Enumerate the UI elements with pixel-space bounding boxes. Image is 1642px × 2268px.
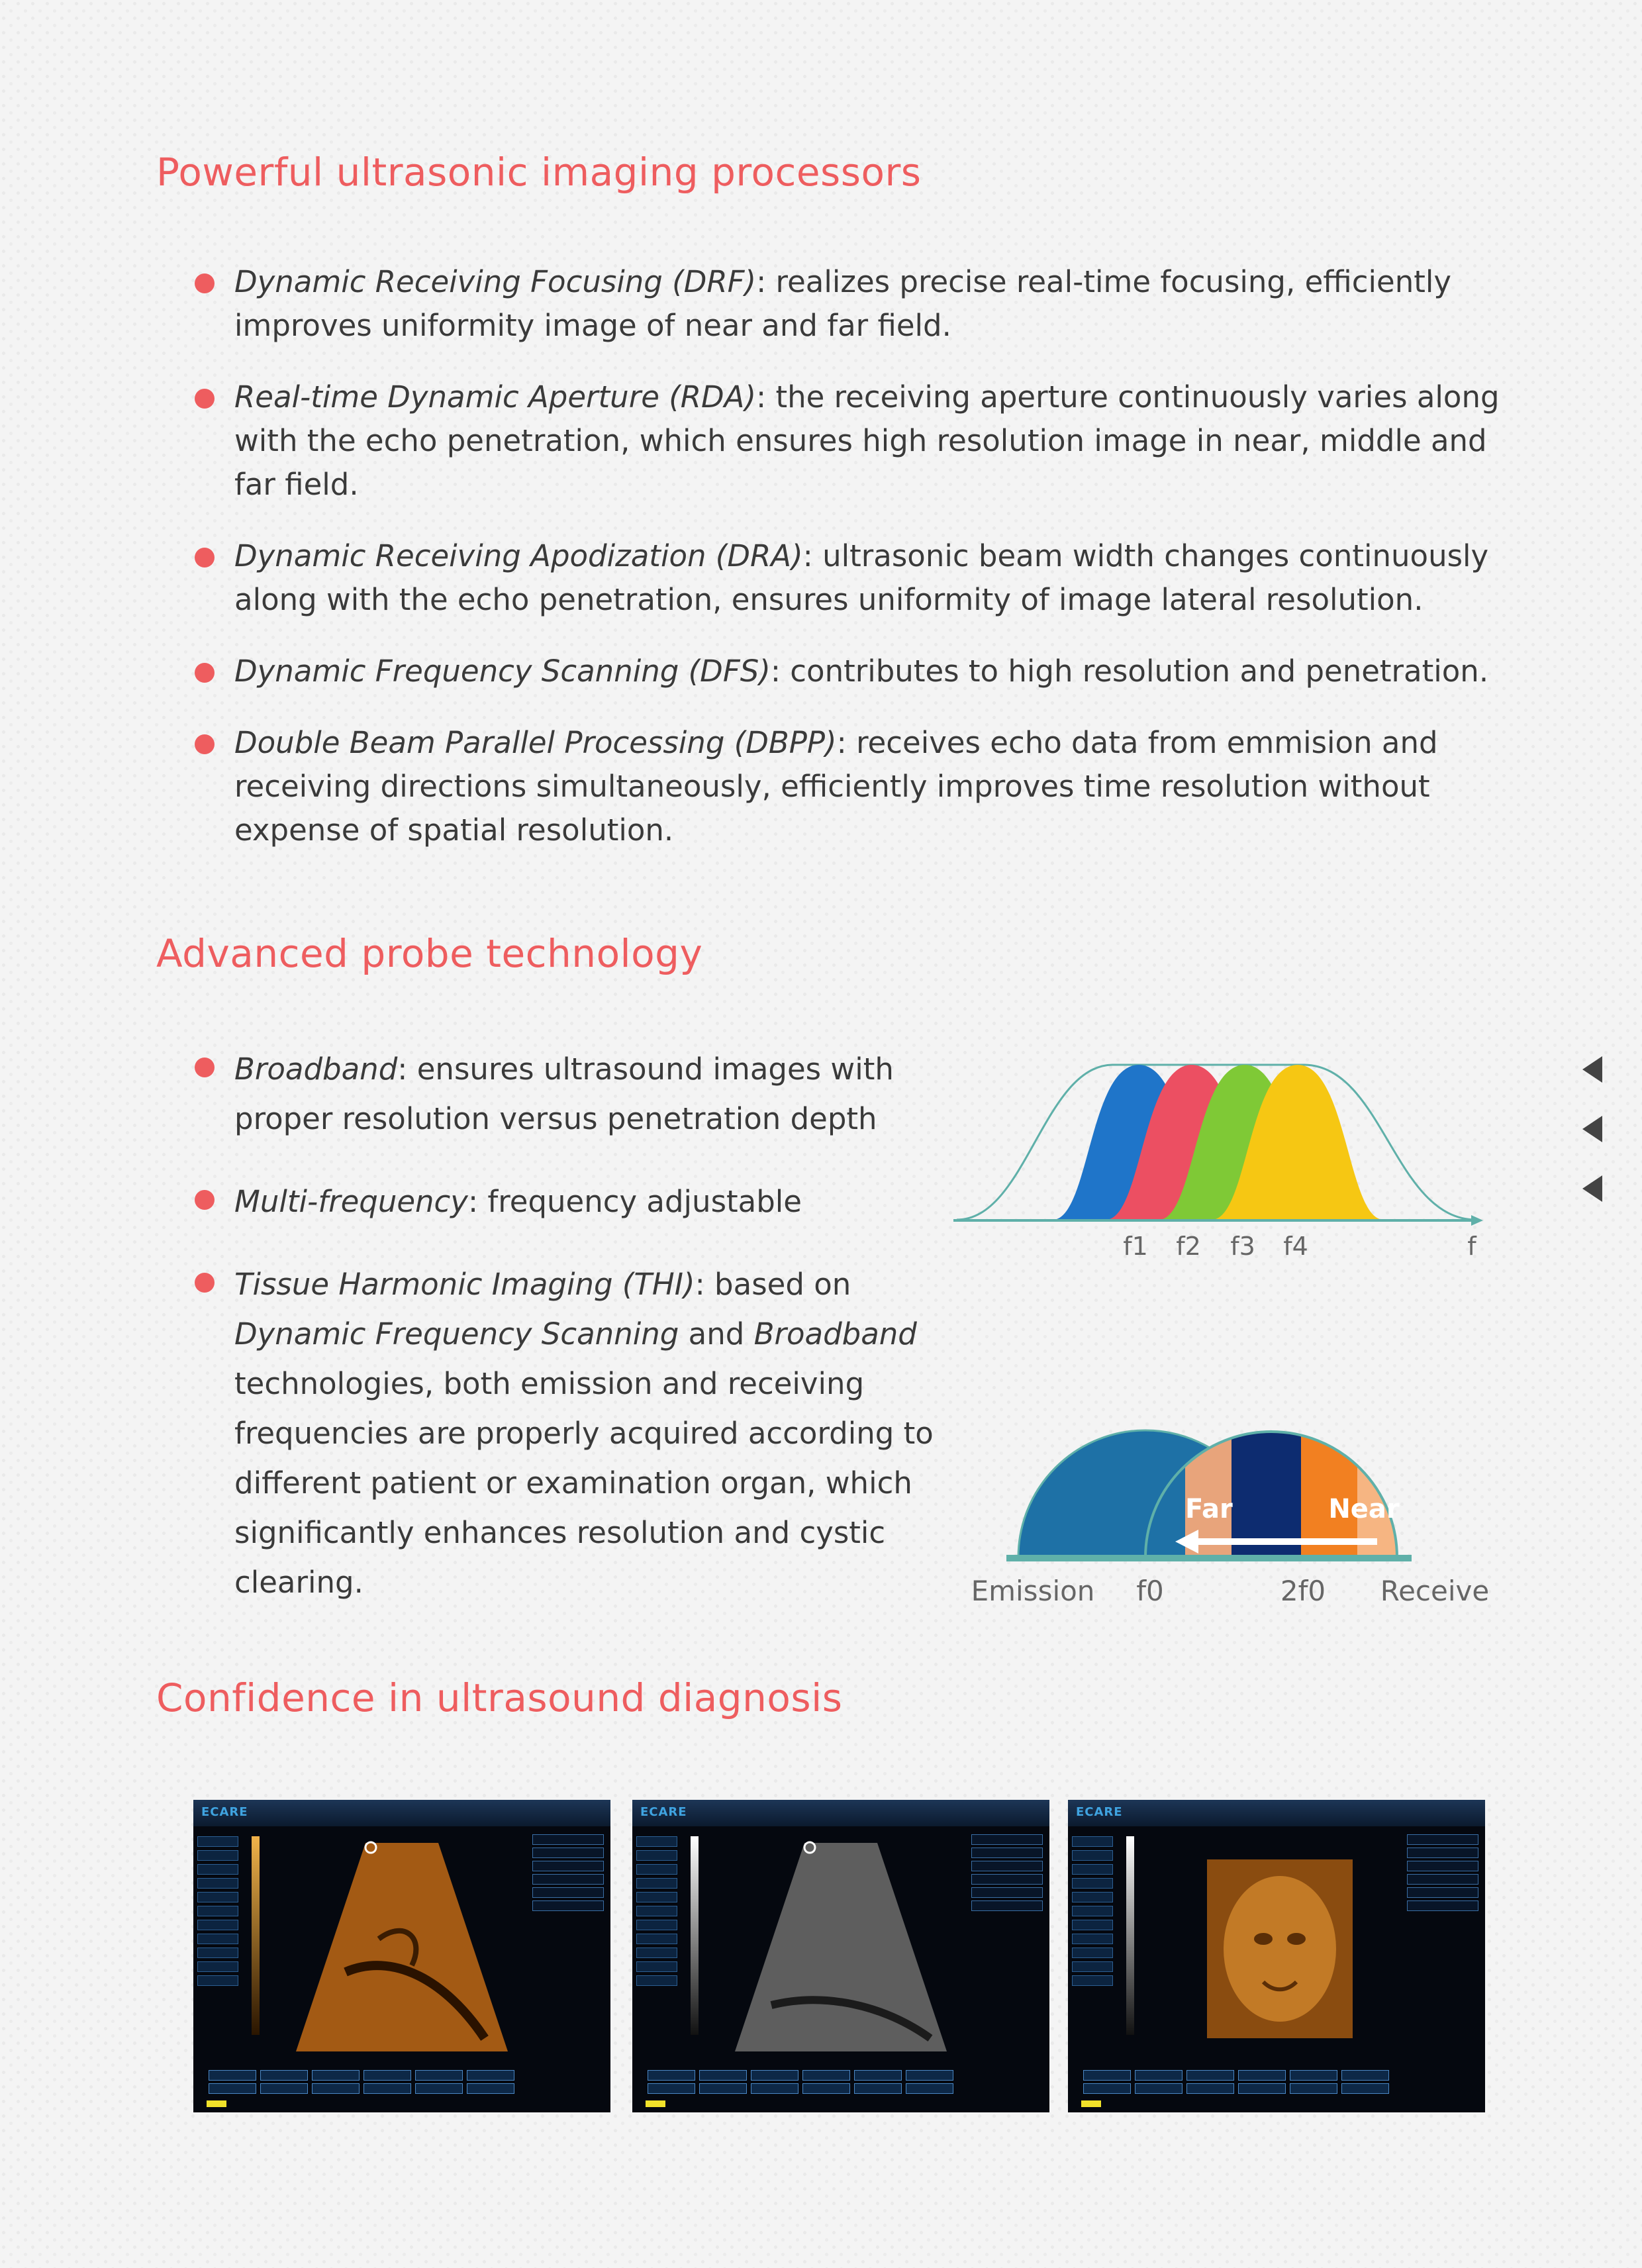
- ultrasound-screenshot-fetal-3d: [1068, 1800, 1485, 2112]
- decorative-triangles: [1582, 1056, 1642, 1208]
- section-title-probe: Advanced probe technology: [156, 931, 703, 976]
- near-label: Near: [1328, 1494, 1400, 1524]
- freq-label: f1: [1123, 1232, 1148, 1261]
- axis-label: f0: [1136, 1575, 1164, 1607]
- freq-label: f4: [1283, 1232, 1308, 1261]
- list-item: Dynamic Receiving Apodization (DRA): ultrasonic beam width changes continuously along with the echo penetration, ensures uniformity of image lateral resolution.: [156, 534, 1500, 622]
- list-item: Real-time Dynamic Aperture (RDA): the receiving aperture continuously varies along with the echo penetration, which ensures high resolution image in near, middle and far field.: [156, 375, 1500, 507]
- ultrasound-screenshot-liver-color: [193, 1800, 610, 2112]
- freq-label: f: [1467, 1232, 1476, 1261]
- axis-label: Emission: [971, 1575, 1095, 1607]
- list-item: Double Beam Parallel Processing (DBPP): receives echo data from emmision and receiving directions simultaneously, efficiently improves time resolution without expense of spatial resolution.: [156, 721, 1500, 852]
- probe-feature-list: [156, 1044, 964, 1607]
- freq-label: f2: [1176, 1232, 1201, 1261]
- section-title-diagnosis: Confidence in ultrasound diagnosis: [156, 1675, 843, 1720]
- fetal-3d-image: [1200, 1853, 1359, 2045]
- list-item: Multi-frequency: frequency adjustable: [156, 1177, 964, 1226]
- brand-logo: ECARE: [201, 1805, 248, 1819]
- ultrasound-screenshot-liver-gray: [632, 1800, 1049, 2112]
- section-title-processors: Powerful ultrasonic imaging processors: [156, 150, 922, 195]
- liver-scan-image: [293, 1840, 511, 2058]
- list-item: Dynamic Receiving Focusing (DRF): realizes precise real-time focusing, efficiently improves uniformity image of near and far field.: [156, 260, 1500, 348]
- freq-label: f3: [1230, 1232, 1255, 1261]
- harmonic-imaging-diagram: [967, 1391, 1496, 1616]
- list-item: Broadband: ensures ultrasound images with proper resolution versus penetration depth: [156, 1044, 964, 1144]
- list-item: Dynamic Frequency Scanning (DFS): contributes to high resolution and penetration.: [156, 650, 1500, 693]
- processor-feature-list: [156, 260, 1500, 880]
- brand-logo: ECARE: [640, 1805, 687, 1819]
- brand-logo: ECARE: [1076, 1805, 1123, 1819]
- list-item: Tissue Harmonic Imaging (THI): based on Dynamic Frequency Scanning and Broadband technologies, both emission and receiving frequencies are properly acquired according to different patient or examination organ, which significantly enhances resolution and cystic clearing.: [156, 1259, 964, 1607]
- far-label: Far: [1185, 1494, 1233, 1524]
- grayscale-scan-image: [732, 1840, 950, 2058]
- axis-label: Receive: [1380, 1575, 1490, 1607]
- axis-label: 2f0: [1280, 1575, 1326, 1607]
- frequency-band-diagram: [953, 1046, 1483, 1265]
